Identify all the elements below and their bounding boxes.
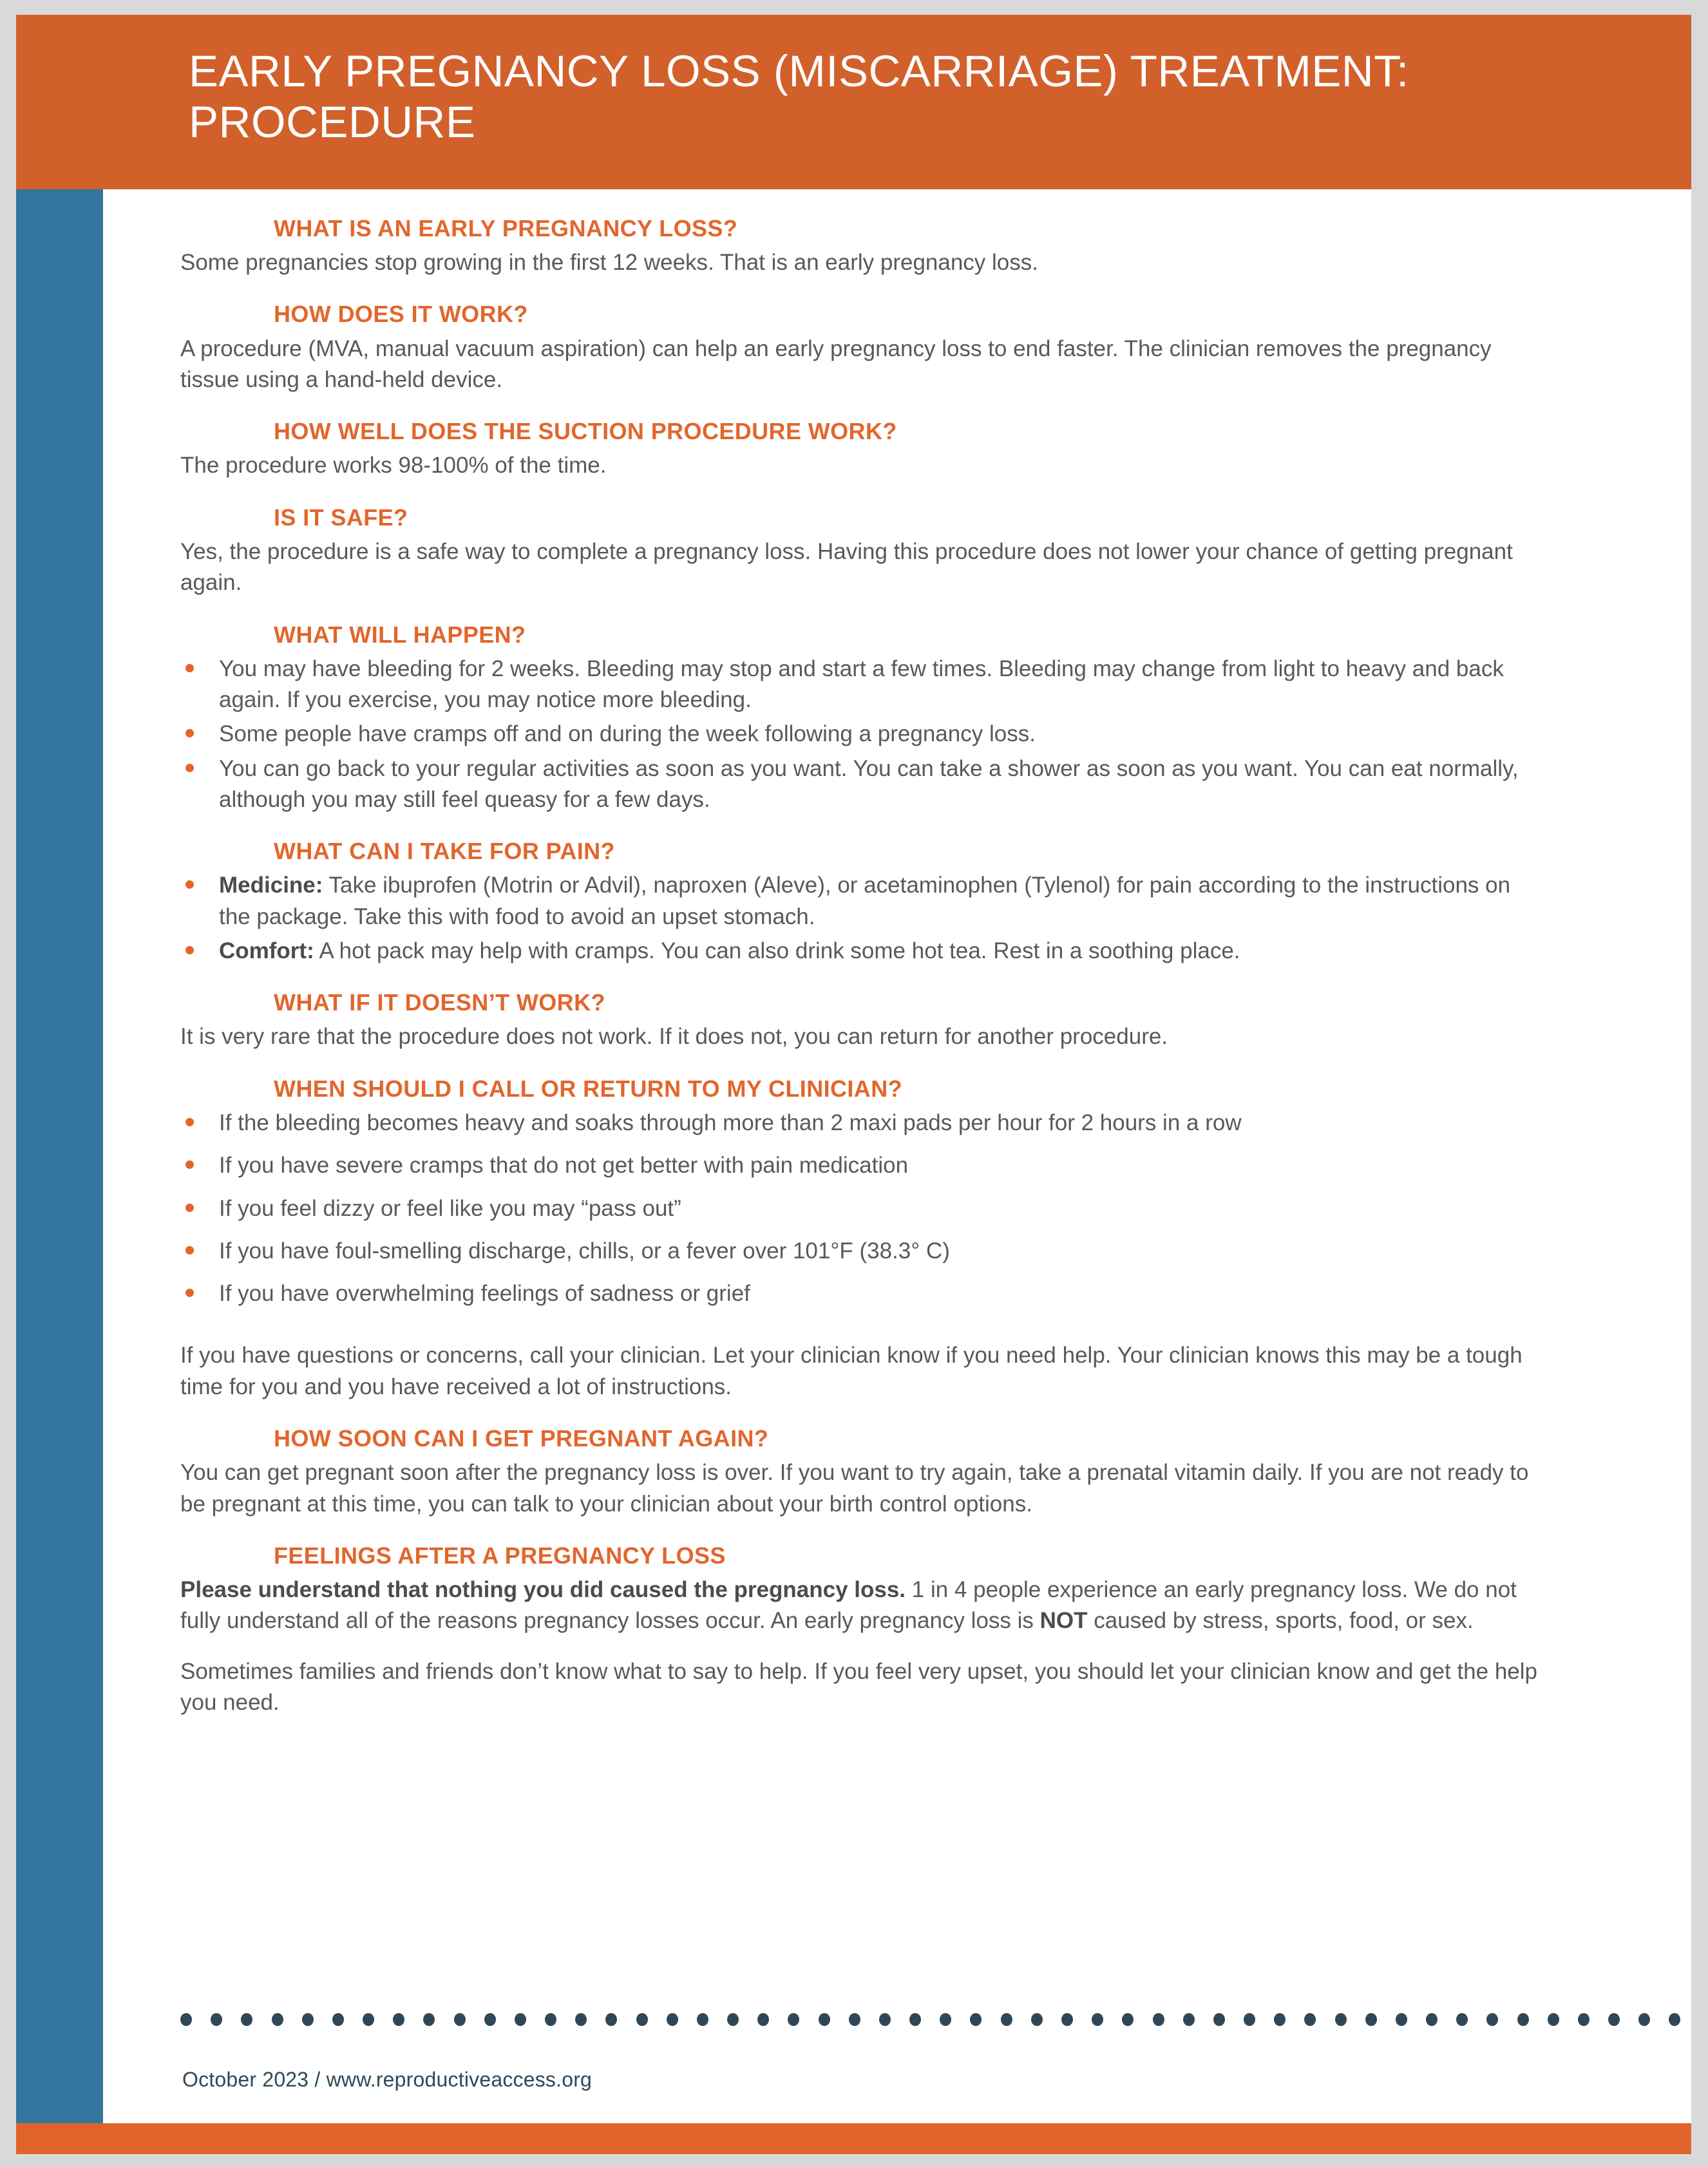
list-item-text: If you have overwhelming feelings of sadness or grief bbox=[219, 1281, 750, 1307]
rule-dot-icon bbox=[1335, 2013, 1347, 2026]
rule-dot-icon bbox=[1669, 2013, 1680, 2026]
rule-dot-icon bbox=[636, 2013, 648, 2026]
section-paragraph: Some pregnancies stop growing in the first 12 weeks. That is an early pregnancy loss. bbox=[180, 250, 1038, 276]
rule-dot-icon bbox=[1486, 2013, 1498, 2026]
list-item-text: You may have bleeding for 2 weeks. Bleeding may stop and start a few times. Bleeding may change from light to heavy and back again. If you exercise, you may notice more bleeding. bbox=[219, 656, 1504, 713]
rule-dot-icon bbox=[1304, 2013, 1316, 2026]
list-item-text: If you have severe cramps that do not get better with pain medication bbox=[219, 1153, 909, 1178]
rule-dot-icon bbox=[1548, 2013, 1559, 2026]
bullet-list bbox=[180, 654, 1539, 815]
list-item bbox=[180, 1236, 1539, 1267]
rule-dot-icon bbox=[1608, 2013, 1620, 2026]
rule-dot-icon bbox=[727, 2013, 739, 2026]
bullet-dot-icon bbox=[185, 664, 194, 672]
section-what-is-an-early-pregnancy-loss bbox=[180, 214, 1539, 278]
rule-dot-icon bbox=[1638, 2013, 1650, 2026]
footer-band bbox=[16, 2123, 1691, 2154]
rule-dot-icon bbox=[393, 2013, 404, 2026]
bullet-dot-icon bbox=[185, 946, 194, 954]
section-is-it-safe bbox=[180, 504, 1539, 599]
rule-dot-icon bbox=[211, 2013, 222, 2026]
rule-dot-icon bbox=[363, 2013, 374, 2026]
list-item bbox=[180, 1278, 1539, 1309]
list-item-text: If you feel dizzy or feel like you may “pass out” bbox=[219, 1195, 681, 1221]
section-heading: WHEN SHOULD I CALL OR RETURN TO MY CLINICIAN? bbox=[274, 1075, 902, 1102]
rule-dot-icon bbox=[454, 2013, 466, 2026]
list-item bbox=[180, 719, 1539, 750]
paragraph-text: caused by stress, sports, food, or sex. bbox=[1087, 1608, 1474, 1634]
rule-dot-icon bbox=[1365, 2013, 1377, 2026]
rule-dot-icon bbox=[423, 2013, 435, 2026]
rule-dot-icon bbox=[1244, 2013, 1255, 2026]
rule-dot-icon bbox=[879, 2013, 891, 2026]
rule-dot-icon bbox=[909, 2013, 921, 2026]
section-what-will-happen bbox=[180, 621, 1539, 816]
rule-dot-icon bbox=[1456, 2013, 1468, 2026]
section-paragraph: Yes, the procedure is a safe way to complete a pregnancy loss. Having this procedure does not lower your chance of getting pregnant again. bbox=[180, 538, 1513, 596]
bullet-dot-icon bbox=[185, 880, 194, 889]
bullet-dot-icon bbox=[185, 1289, 194, 1297]
bullet-list bbox=[180, 1108, 1539, 1309]
rule-dot-icon bbox=[1001, 2013, 1012, 2026]
rule-dot-icon bbox=[788, 2013, 799, 2026]
rule-dot-icon bbox=[545, 2013, 556, 2026]
rule-dot-icon bbox=[970, 2013, 982, 2026]
list-item bbox=[180, 753, 1539, 816]
rule-dot-icon bbox=[575, 2013, 587, 2026]
list-item-text: You can go back to your regular activities as soon as you want. You can take a shower as soon as you want. You can eat normally, although you may still feel queasy for a few days. bbox=[219, 755, 1519, 812]
section-what-can-i-take-for-pain bbox=[180, 837, 1539, 967]
section-paragraph: A procedure (MVA, manual vacuum aspiration) can help an early pregnancy loss to end faster. The clinician removes the pregnancy tissue using a hand-held device. bbox=[180, 336, 1492, 392]
rule-dot-icon bbox=[1396, 2013, 1407, 2026]
rule-dot-icon bbox=[332, 2013, 344, 2026]
footer-credit: October 2023 / www.reproductiveaccess.org bbox=[182, 2068, 593, 2091]
rule-dot-icon bbox=[180, 2013, 192, 2026]
list-item-lead: Comfort: bbox=[219, 938, 314, 963]
section-paragraph bbox=[180, 1575, 1539, 1637]
rule-dot-icon bbox=[1153, 2013, 1164, 2026]
section-how-well-does-the-suction-procedure-work bbox=[180, 417, 1539, 481]
section-paragraph: If you have questions or concerns, call your clinician. Let your clinician know if you need help. Your clinician knows this may be a tough time for you and you have received a lot of instructions. bbox=[180, 1343, 1523, 1399]
rule-dot-icon bbox=[1213, 2013, 1225, 2026]
rule-dot-icon bbox=[515, 2013, 526, 2026]
list-item-text: If you have foul-smelling discharge, chills, or a fever over 101°F (38.3° C) bbox=[219, 1238, 950, 1263]
list-item-lead: Medicine: bbox=[219, 873, 323, 898]
rule-dot-icon bbox=[697, 2013, 708, 2026]
bullet-dot-icon bbox=[185, 1160, 194, 1169]
list-item bbox=[180, 870, 1539, 932]
rule-dot-icon bbox=[241, 2013, 252, 2026]
rule-dot-icon bbox=[1183, 2013, 1195, 2026]
list-item bbox=[180, 1150, 1539, 1181]
bullet-dot-icon bbox=[185, 1118, 194, 1126]
section-paragraph: The procedure works 98-100% of the time. bbox=[180, 453, 607, 478]
list-item bbox=[180, 1193, 1539, 1224]
list-item bbox=[180, 936, 1539, 967]
header-band bbox=[16, 15, 1691, 189]
paragraph-text: 1 in 4 people experience an early pregnancy loss. We do not fully understand all of the reasons pregnancy losses occur. An early pregnancy loss is bbox=[180, 1577, 1517, 1634]
list-item bbox=[180, 1108, 1539, 1139]
left-accent-rail bbox=[16, 189, 103, 2123]
section-heading: WHAT CAN I TAKE FOR PAIN? bbox=[274, 838, 615, 865]
paragraph-emphasis: Please understand that nothing you did caused the pregnancy loss. bbox=[180, 1577, 906, 1602]
rule-dot-icon bbox=[1426, 2013, 1438, 2026]
section-when-should-i-call bbox=[180, 1075, 1539, 1403]
rule-dot-icon bbox=[605, 2013, 617, 2026]
list-item-text: If the bleeding becomes heavy and soaks through more than 2 maxi pads per hour for 2 hours in a row bbox=[219, 1110, 1242, 1135]
rule-dot-icon bbox=[1061, 2013, 1073, 2026]
section-what-if-it-doesnt-work bbox=[180, 989, 1539, 1052]
bullet-dot-icon bbox=[185, 729, 194, 737]
list-item-text: A hot pack may help with cramps. You can also drink some hot tea. Rest in a soothing place. bbox=[314, 938, 1240, 963]
section-heading: WHAT IF IT DOESN’T WORK? bbox=[274, 989, 605, 1016]
rule-dot-icon bbox=[1517, 2013, 1529, 2026]
section-paragraph: It is very rare that the procedure does not work. If it does not, you can return for another procedure. bbox=[180, 1024, 1168, 1050]
rule-dot-icon bbox=[302, 2013, 314, 2026]
rule-dot-icon bbox=[757, 2013, 769, 2026]
section-heading: FEELINGS AFTER A PREGNANCY LOSS bbox=[274, 1542, 726, 1569]
rule-dot-icon bbox=[819, 2013, 830, 2026]
list-item-text: Some people have cramps off and on during the week following a pregnancy loss. bbox=[219, 721, 1036, 747]
section-paragraph: You can get pregnant soon after the pregnancy loss is over. If you want to try again, take a prenatal vitamin daily. If you are not ready to be pregnant at this time, you can talk to your clinician about your birth control options. bbox=[180, 1460, 1529, 1517]
rule-dot-icon bbox=[1274, 2013, 1286, 2026]
rule-dot-icon bbox=[1122, 2013, 1134, 2026]
rule-dot-icon bbox=[1031, 2013, 1043, 2026]
decorative-dot-rule bbox=[180, 2010, 1681, 2029]
rule-dot-icon bbox=[1578, 2013, 1589, 2026]
list-item-text: Take ibuprofen (Motrin or Advil), naproxen (Aleve), or acetaminophen (Tylenol) for pain according to the instructions on the package. Take this with food to avoid an upset stomach. bbox=[219, 873, 1511, 929]
section-feelings-after-a-pregnancy-loss bbox=[180, 1542, 1539, 1718]
document-page bbox=[16, 15, 1691, 2154]
section-heading: HOW WELL DOES THE SUCTION PROCEDURE WORK? bbox=[274, 418, 897, 445]
bullet-list bbox=[180, 870, 1539, 967]
section-heading: IS IT SAFE? bbox=[274, 504, 408, 531]
rule-dot-icon bbox=[667, 2013, 678, 2026]
rule-dot-icon bbox=[849, 2013, 860, 2026]
bullet-dot-icon bbox=[185, 764, 194, 772]
section-heading: HOW SOON CAN I GET PREGNANT AGAIN? bbox=[274, 1425, 769, 1452]
document-body bbox=[180, 214, 1539, 1740]
section-heading: WHAT WILL HAPPEN? bbox=[274, 621, 526, 648]
paragraph-emphasis: NOT bbox=[1039, 1608, 1088, 1634]
section-how-soon-can-i-get-pregnant-again bbox=[180, 1424, 1539, 1520]
bullet-dot-icon bbox=[185, 1204, 194, 1212]
section-how-does-it-work bbox=[180, 300, 1539, 395]
rule-dot-icon bbox=[940, 2013, 951, 2026]
section-heading: WHAT IS AN EARLY PREGNANCY LOSS? bbox=[274, 215, 738, 241]
rule-dot-icon bbox=[1092, 2013, 1103, 2026]
bullet-dot-icon bbox=[185, 1246, 194, 1254]
section-paragraph: Sometimes families and friends don’t know what to say to help. If you feel very upset, you should let your clinician know and get the help you need. bbox=[180, 1658, 1537, 1715]
rule-dot-icon bbox=[272, 2013, 283, 2026]
list-item bbox=[180, 654, 1539, 716]
rule-dot-icon bbox=[484, 2013, 496, 2026]
page-title: EARLY PREGNANCY LOSS (MISCARRIAGE) TREATMENT: PROCEDURE bbox=[189, 46, 1409, 147]
section-heading: HOW DOES IT WORK? bbox=[274, 301, 528, 328]
